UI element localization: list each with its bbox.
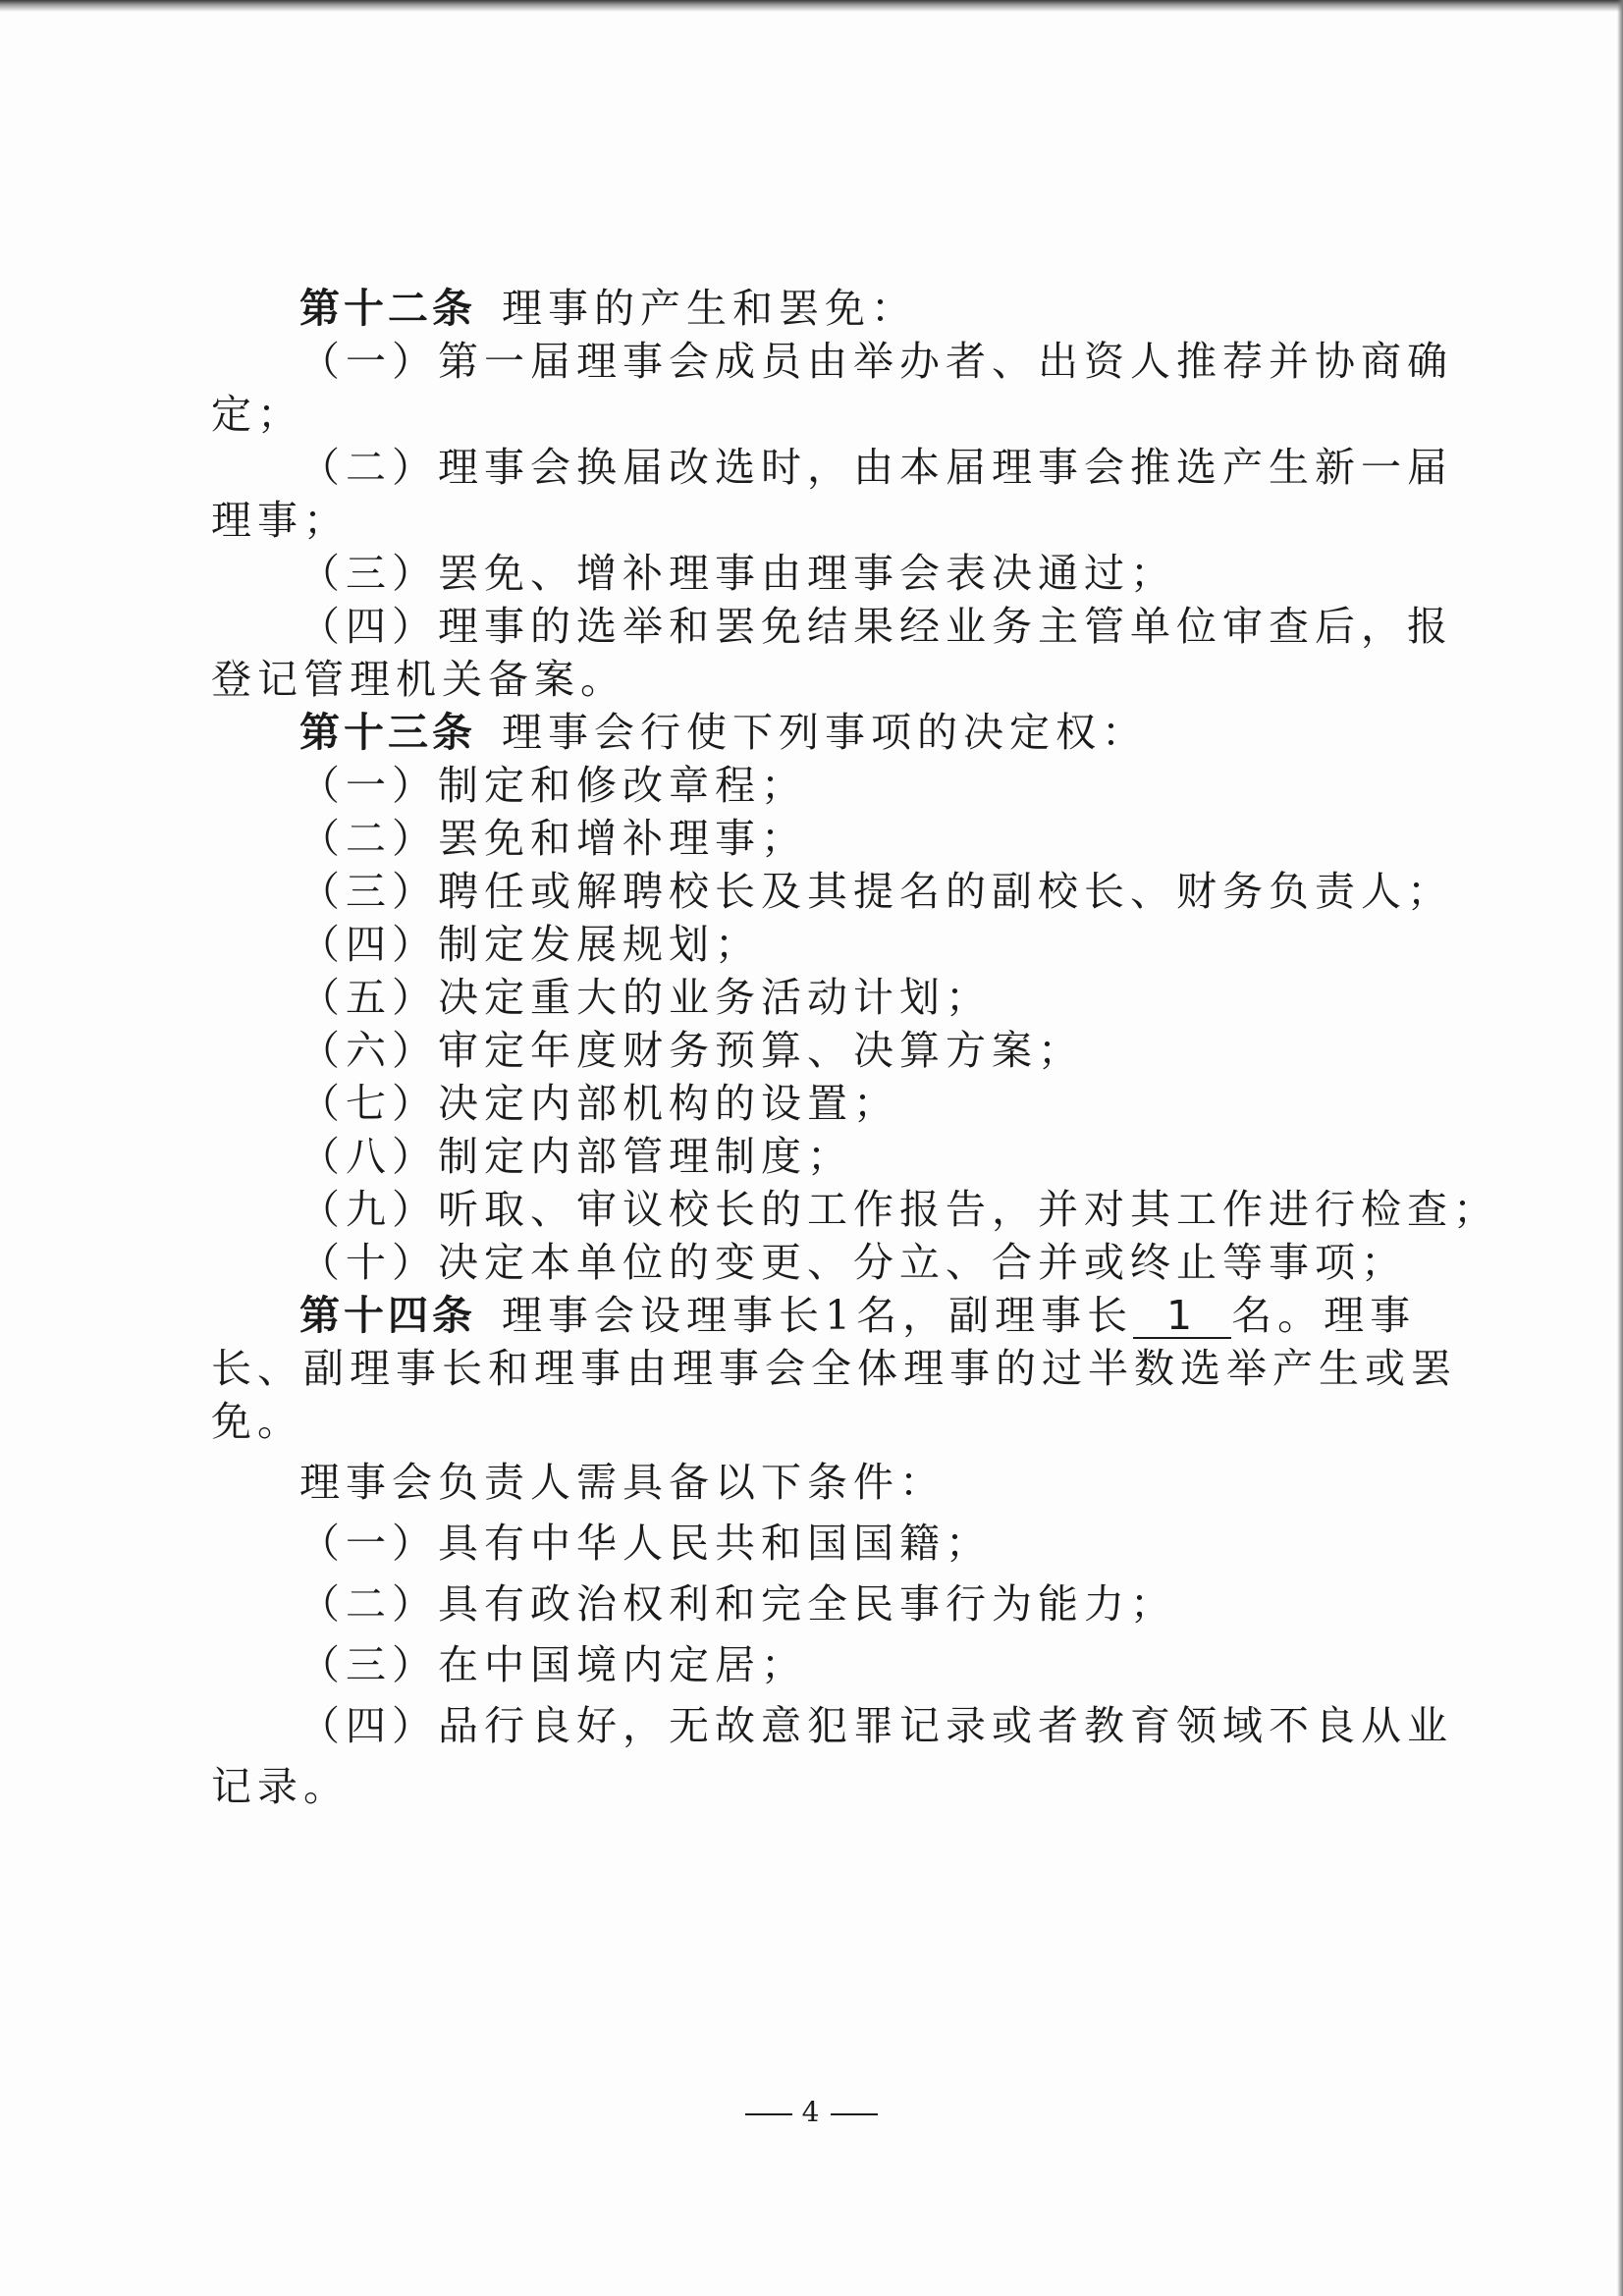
article-12-item-4-line-2: 登记管理机关备案。: [211, 656, 626, 703]
article-13-item-3: （三）聘任或解聘校长及其提名的副校长、财务负责人；: [299, 868, 1453, 915]
article-14-line-3: 免。: [211, 1398, 303, 1445]
article-13-item-4: （四）制定发展规划；: [299, 921, 761, 968]
article-13-item-2: （二）罢免和增补理事；: [299, 815, 807, 862]
page-footer: [0, 2096, 1623, 2128]
article-13-heading: [211, 706, 1394, 759]
document-body: [211, 282, 1499, 1813]
article-13-item-5: （五）决定重大的业务活动计划；: [299, 974, 992, 1021]
article-13-item-9: （九）听取、审议校长的工作报告，并对其工作进行检查；: [299, 1186, 1499, 1233]
article-14-req-1: （一）具有中华人民共和国国籍；: [299, 1520, 992, 1567]
article-13-item-6: （六）审定年度财务预算、决算方案；: [299, 1027, 1084, 1074]
article-12-item-1-line-1: （一）第一届理事会成员由举办者、出资人推荐并协商确: [299, 338, 1453, 385]
article-14-number: 第十四条: [299, 1292, 476, 1339]
article-12-item-2-line-1: （二）理事会换届改选时，由本届理事会推选产生新一届: [299, 444, 1453, 491]
article-12-item-1-line-2: 定；: [211, 391, 303, 438]
article-12-number: 第十二条: [299, 285, 476, 332]
article-13-number: 第十三条: [299, 709, 476, 756]
article-14-heading: [211, 1289, 1417, 1342]
article-13-item-1: （一）制定和修改章程；: [299, 762, 807, 809]
article-14-line-2: 长、副理事长和理事由理事会全体理事的过半数选举产生或罢: [211, 1345, 1457, 1392]
article-14-requirements-intro: 理事会负责人需具备以下条件：: [299, 1459, 946, 1506]
article-14-text-1: 理事会设理事长1名，副理事长: [502, 1292, 1134, 1339]
article-13-item-10: （十）决定本单位的变更、分立、合并或终止等事项；: [299, 1239, 1407, 1286]
article-13-title: 理事会行使下列事项的决定权：: [502, 709, 1148, 756]
article-14-req-2: （二）具有政治权利和完全民事行为能力；: [299, 1580, 1176, 1628]
article-12-item-2-line-2: 理事；: [211, 497, 350, 544]
scan-edge-right: [1617, 0, 1623, 2296]
article-13-item-7: （七）决定内部机构的设置；: [299, 1080, 899, 1127]
article-12-title: 理事的产生和罢免：: [502, 285, 917, 332]
article-14-req-3: （三）在中国境内定居；: [299, 1641, 807, 1688]
article-14-req-4-line-2: 记录。: [211, 1763, 350, 1810]
footer-dash-right: [831, 2113, 878, 2115]
vice-chair-count-blank: 1: [1133, 1294, 1231, 1339]
footer-dash-left: [745, 2113, 792, 2115]
article-13-item-8: （八）制定内部管理制度；: [299, 1133, 853, 1180]
article-12-heading: [211, 282, 1394, 335]
article-14-req-4-line-1: （四）品行良好，无故意犯罪记录或者教育领域不良从业: [299, 1702, 1453, 1749]
page-number: 4: [801, 2096, 822, 2128]
scan-edge-top: [0, 0, 1623, 12]
article-12-item-4-line-1: （四）理事的选举和罢免结果经业务主管单位审查后，报: [299, 603, 1453, 650]
article-12-item-3: （三）罢免、增补理事由理事会表决通过；: [299, 550, 1176, 597]
article-14-text-2: 名。理事: [1231, 1292, 1417, 1339]
